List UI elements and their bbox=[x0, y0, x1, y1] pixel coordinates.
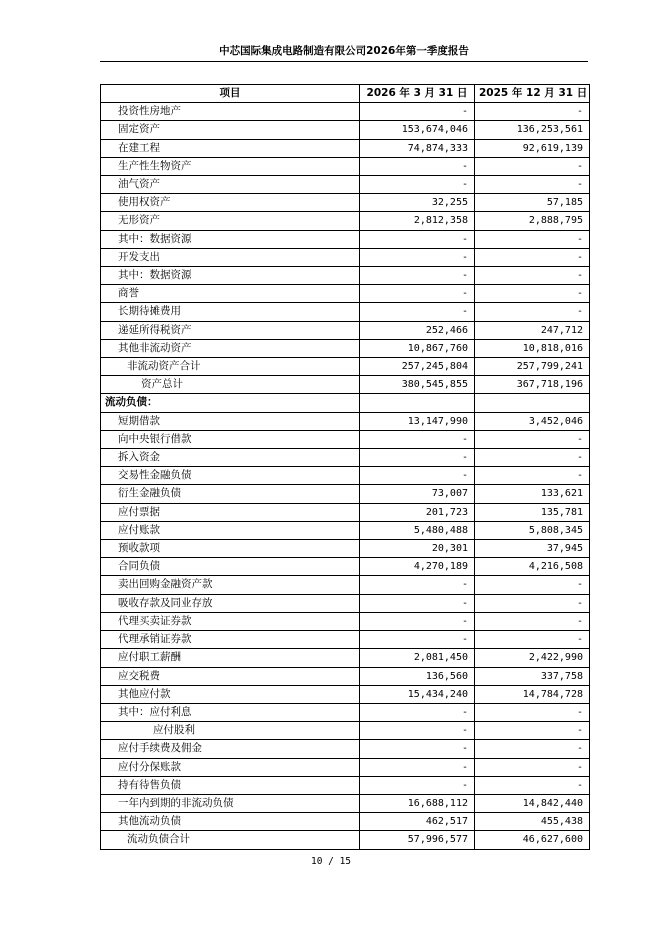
value-current: 153,674,046 bbox=[360, 121, 475, 139]
row-label: 合同负债 bbox=[101, 558, 360, 576]
row-label: 拆入资金 bbox=[101, 449, 360, 467]
table-row bbox=[101, 430, 590, 448]
value-prior: 3,452,046 bbox=[475, 412, 590, 430]
row-label: 持有待售负债 bbox=[101, 776, 360, 794]
value-prior: 14,784,728 bbox=[475, 685, 590, 703]
table-row bbox=[101, 121, 590, 139]
row-label: 生产性生物资产 bbox=[101, 157, 360, 175]
row-label: 开发支出 bbox=[101, 248, 360, 266]
value-prior: 46,627,600 bbox=[475, 831, 590, 849]
row-label: 卖出回购金融资产款 bbox=[101, 576, 360, 594]
table-row bbox=[101, 521, 590, 539]
row-label: 代理承销证券款 bbox=[101, 631, 360, 649]
value-current: 136,560 bbox=[360, 667, 475, 685]
value-prior: 92,619,139 bbox=[475, 139, 590, 157]
value-current: 2,812,358 bbox=[360, 212, 475, 230]
table-row bbox=[101, 394, 590, 412]
value-current: 73,007 bbox=[360, 485, 475, 503]
row-label: 一年内到期的非流动负债 bbox=[101, 794, 360, 812]
row-label: 应付分保账款 bbox=[101, 758, 360, 776]
value-current: - bbox=[360, 703, 475, 721]
row-label: 应付手续费及佣金 bbox=[101, 740, 360, 758]
page-number: 10 / 15 bbox=[310, 856, 352, 867]
row-label: 递延所得税资产 bbox=[101, 321, 360, 339]
value-prior: 2,888,795 bbox=[475, 212, 590, 230]
table-row bbox=[101, 103, 590, 121]
value-prior: - bbox=[475, 722, 590, 740]
table-row bbox=[101, 758, 590, 776]
table-row bbox=[101, 703, 590, 721]
value-prior: - bbox=[475, 248, 590, 266]
value-current: 252,466 bbox=[360, 321, 475, 339]
table-row bbox=[101, 831, 590, 849]
row-label: 向中央银行借款 bbox=[101, 430, 360, 448]
value-prior: - bbox=[475, 740, 590, 758]
value-current: - bbox=[360, 758, 475, 776]
row-label: 在建工程 bbox=[101, 139, 360, 157]
row-label: 其中：应付利息 bbox=[101, 703, 360, 721]
value-prior: - bbox=[475, 230, 590, 248]
table-row bbox=[101, 813, 590, 831]
value-prior: 14,842,440 bbox=[475, 794, 590, 812]
value-prior: 10,818,016 bbox=[475, 339, 590, 357]
row-label: 投资性房地产 bbox=[101, 103, 360, 121]
row-label: 应付账款 bbox=[101, 521, 360, 539]
column-header-item: 项目 bbox=[101, 85, 360, 103]
value-current: - bbox=[360, 230, 475, 248]
value-prior bbox=[475, 394, 590, 412]
row-label: 其中：数据资源 bbox=[101, 267, 360, 285]
row-label: 短期借款 bbox=[101, 412, 360, 430]
row-label: 应付票据 bbox=[101, 503, 360, 521]
value-current bbox=[360, 394, 475, 412]
table-row bbox=[101, 267, 590, 285]
value-current: - bbox=[360, 776, 475, 794]
value-current: - bbox=[360, 740, 475, 758]
value-current: - bbox=[360, 430, 475, 448]
row-label: 预收款项 bbox=[101, 540, 360, 558]
table-row bbox=[101, 667, 590, 685]
table-row bbox=[101, 649, 590, 667]
value-prior: 2,422,990 bbox=[475, 649, 590, 667]
value-current: 13,147,990 bbox=[360, 412, 475, 430]
value-prior: 257,799,241 bbox=[475, 358, 590, 376]
value-current: - bbox=[360, 467, 475, 485]
value-prior: - bbox=[475, 703, 590, 721]
row-label: 使用权资产 bbox=[101, 194, 360, 212]
value-prior: - bbox=[475, 103, 590, 121]
table-row bbox=[101, 576, 590, 594]
value-current: 257,245,804 bbox=[360, 358, 475, 376]
column-header-current: 2026 年 3 月 31 日 bbox=[360, 85, 475, 103]
value-prior: 337,758 bbox=[475, 667, 590, 685]
value-current: 15,434,240 bbox=[360, 685, 475, 703]
value-prior: - bbox=[475, 176, 590, 194]
row-label: 交易性金融负债 bbox=[101, 467, 360, 485]
value-prior: - bbox=[475, 612, 590, 630]
value-prior: - bbox=[475, 594, 590, 612]
table-row bbox=[101, 776, 590, 794]
table-row bbox=[101, 794, 590, 812]
value-prior: 133,621 bbox=[475, 485, 590, 503]
table-row bbox=[101, 157, 590, 175]
table-row bbox=[101, 594, 590, 612]
value-prior: 247,712 bbox=[475, 321, 590, 339]
value-prior: 37,945 bbox=[475, 540, 590, 558]
row-label: 非流动资产合计 bbox=[101, 358, 360, 376]
value-current: 74,874,333 bbox=[360, 139, 475, 157]
table-row bbox=[101, 194, 590, 212]
value-prior: - bbox=[475, 430, 590, 448]
table-row bbox=[101, 303, 590, 321]
row-label: 应付股利 bbox=[101, 722, 360, 740]
value-current: - bbox=[360, 631, 475, 649]
row-label: 固定资产 bbox=[101, 121, 360, 139]
table-row bbox=[101, 339, 590, 357]
table-row bbox=[101, 230, 590, 248]
value-prior: - bbox=[475, 576, 590, 594]
value-current: 2,081,450 bbox=[360, 649, 475, 667]
table-row bbox=[101, 612, 590, 630]
report-header-title: 中芯国际集成电路制造有限公司2026年第一季度报告 bbox=[219, 45, 469, 57]
value-prior: 5,808,345 bbox=[475, 521, 590, 539]
row-label: 其他流动负债 bbox=[101, 813, 360, 831]
value-current: - bbox=[360, 612, 475, 630]
table-row bbox=[101, 139, 590, 157]
value-current: - bbox=[360, 449, 475, 467]
table-row bbox=[101, 248, 590, 266]
value-prior: 136,253,561 bbox=[475, 121, 590, 139]
value-prior: - bbox=[475, 267, 590, 285]
value-prior: - bbox=[475, 303, 590, 321]
value-current: - bbox=[360, 176, 475, 194]
row-label: 其中：数据资源 bbox=[101, 230, 360, 248]
value-prior: - bbox=[475, 758, 590, 776]
value-current: - bbox=[360, 103, 475, 121]
table-row bbox=[101, 540, 590, 558]
value-prior: 455,438 bbox=[475, 813, 590, 831]
row-label: 应交税费 bbox=[101, 667, 360, 685]
row-label: 应付职工薪酬 bbox=[101, 649, 360, 667]
value-current: - bbox=[360, 722, 475, 740]
value-prior: - bbox=[475, 157, 590, 175]
value-prior: - bbox=[475, 449, 590, 467]
table-row bbox=[101, 467, 590, 485]
table-body bbox=[101, 103, 590, 849]
value-current: 4,270,189 bbox=[360, 558, 475, 576]
row-label: 流动负债： bbox=[101, 394, 360, 412]
table-row bbox=[101, 412, 590, 430]
table-row bbox=[101, 212, 590, 230]
table-row bbox=[101, 376, 590, 394]
value-current: - bbox=[360, 285, 475, 303]
row-label: 资产总计 bbox=[101, 376, 360, 394]
table-row bbox=[101, 685, 590, 703]
row-label: 代理买卖证券款 bbox=[101, 612, 360, 630]
row-label: 吸收存款及同业存放 bbox=[101, 594, 360, 612]
value-current: - bbox=[360, 303, 475, 321]
value-current: 16,688,112 bbox=[360, 794, 475, 812]
row-label: 衍生金融负债 bbox=[101, 485, 360, 503]
value-current: 380,545,855 bbox=[360, 376, 475, 394]
row-label: 油气资产 bbox=[101, 176, 360, 194]
table-row bbox=[101, 321, 590, 339]
table-row bbox=[101, 722, 590, 740]
table-header-row bbox=[101, 85, 590, 103]
table-row bbox=[101, 740, 590, 758]
value-current: - bbox=[360, 267, 475, 285]
value-prior: 367,718,196 bbox=[475, 376, 590, 394]
row-label: 其他非流动资产 bbox=[101, 339, 360, 357]
table-row bbox=[101, 285, 590, 303]
value-current: 5,480,488 bbox=[360, 521, 475, 539]
value-prior: - bbox=[475, 631, 590, 649]
row-label: 流动负债合计 bbox=[101, 831, 360, 849]
value-current: 57,996,577 bbox=[360, 831, 475, 849]
value-prior: - bbox=[475, 467, 590, 485]
value-current: 20,301 bbox=[360, 540, 475, 558]
value-current: 201,723 bbox=[360, 503, 475, 521]
table-row bbox=[101, 176, 590, 194]
value-prior: 57,185 bbox=[475, 194, 590, 212]
row-label: 商誉 bbox=[101, 285, 360, 303]
table-row bbox=[101, 558, 590, 576]
value-current: 462,517 bbox=[360, 813, 475, 831]
value-prior: - bbox=[475, 776, 590, 794]
value-current: - bbox=[360, 157, 475, 175]
value-current: - bbox=[360, 576, 475, 594]
row-label: 无形资产 bbox=[101, 212, 360, 230]
value-current: - bbox=[360, 248, 475, 266]
value-prior: 4,216,508 bbox=[475, 558, 590, 576]
table-row bbox=[101, 631, 590, 649]
table-row bbox=[101, 358, 590, 376]
balance-sheet-table bbox=[100, 84, 590, 850]
value-prior: 135,781 bbox=[475, 503, 590, 521]
value-prior: - bbox=[475, 285, 590, 303]
value-current: - bbox=[360, 594, 475, 612]
column-header-prior: 2025 年 12 月 31 日 bbox=[475, 85, 590, 103]
table-row bbox=[101, 449, 590, 467]
row-label: 长期待摊费用 bbox=[101, 303, 360, 321]
table-row bbox=[101, 503, 590, 521]
table-row bbox=[101, 485, 590, 503]
value-current: 32,255 bbox=[360, 194, 475, 212]
row-label: 其他应付款 bbox=[101, 685, 360, 703]
header-rule bbox=[100, 61, 588, 62]
value-current: 10,867,760 bbox=[360, 339, 475, 357]
